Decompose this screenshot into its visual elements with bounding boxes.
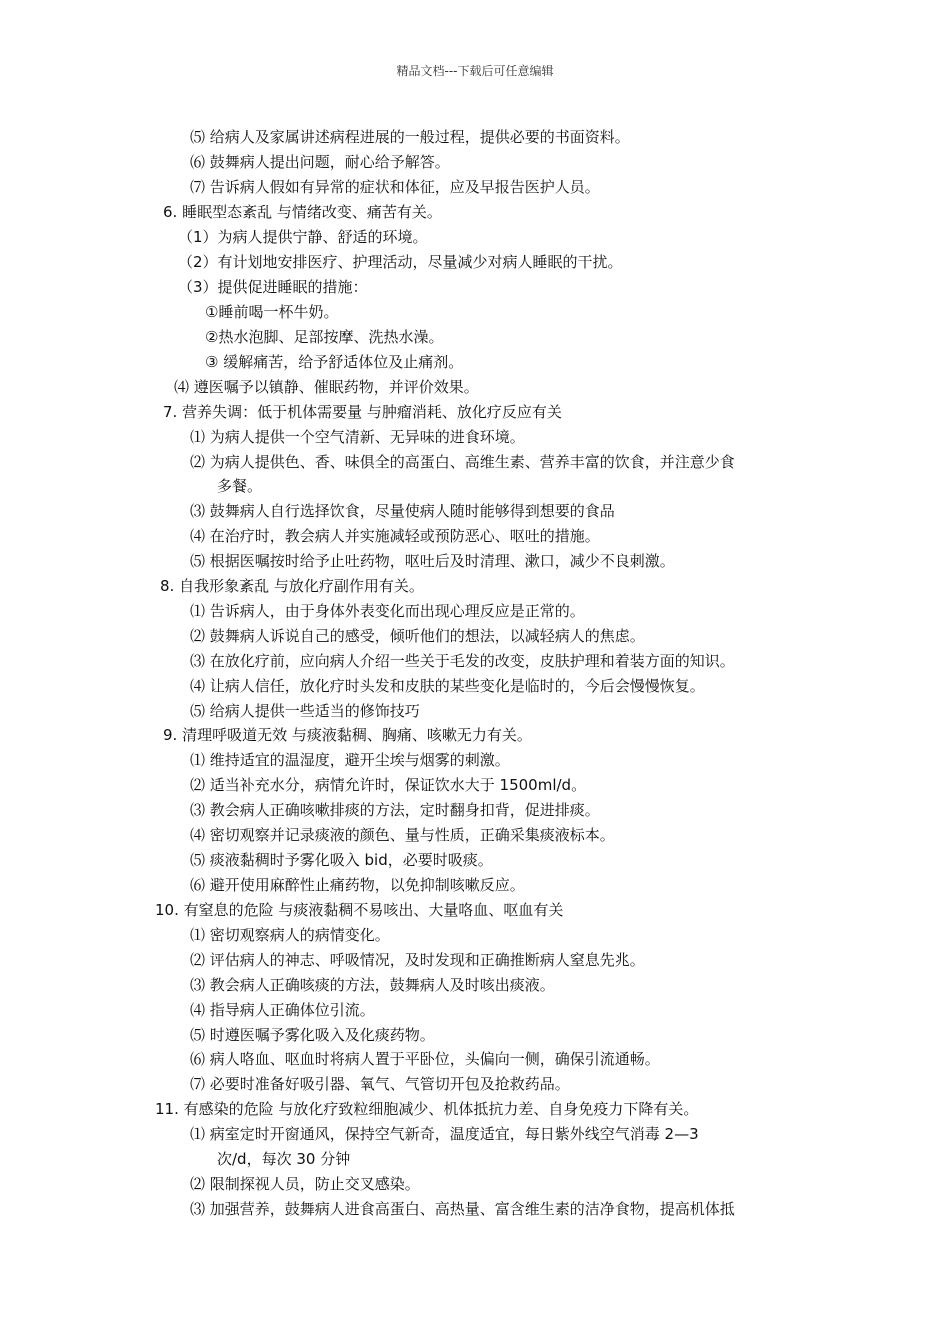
list-item: ⑵ 为病人提供色、香、味俱全的高蛋白、高维生素、营养丰富的饮食，并注意少食	[190, 453, 735, 471]
list-item: ⑹ 避开使用麻醉性止痛药物，以免抑制咳嗽反应。	[190, 876, 525, 894]
list-item: ⑵ 限制探视人员，防止交叉感染。	[190, 1175, 420, 1193]
list-item: （3）提供促进睡眠的措施：	[178, 278, 368, 296]
section-heading: 10. 有窒息的危险 与痰液黏稠不易咳出、大量咯血、呕血有关	[155, 901, 564, 919]
list-item: ⑶ 教会病人正确咳痰的方法，鼓舞病人及时咳出痰液。	[190, 976, 555, 994]
list-item: ⑷ 在治疗时，教会病人并实施减轻或预防恶心、呕吐的措施。	[190, 527, 600, 545]
list-item: ⑷ 密切观察并记录痰液的颜色、量与性质，正确采集痰液标本。	[190, 826, 615, 844]
list-item: （2）有计划地安排医疗、护理活动，尽量减少对病人睡眠的干扰。	[178, 253, 623, 271]
list-item: ⑺ 必要时准备好吸引器、氧气、气管切开包及抢救药品。	[190, 1075, 570, 1093]
section-heading: 11. 有感染的危险 与放化疗致粒细胞减少、机体抵抗力差、自身免疫力下降有关。	[155, 1100, 699, 1118]
section-heading: 9. 清理呼吸道无效 与痰液黏稠、胸痛、咳嗽无力有关。	[163, 726, 532, 744]
list-item: ⑹ 鼓舞病人提出问题，耐心给予解答。	[190, 153, 450, 171]
list-item-continuation: 次/d，每次 30 分钟	[217, 1150, 351, 1168]
page-header: 精品文档---下载后可任意编辑	[396, 64, 554, 78]
list-item: ⑸ 根据医嘱按时给予止吐药物，呕吐后及时清理、漱口，减少不良刺激。	[190, 552, 675, 570]
list-item: ⑷ 指导病人正确体位引流。	[190, 1001, 375, 1019]
list-item: ⑴ 病室定时开窗通风，保持空气新奇，温度适宜，每日紫外线空气消毒 2—3	[190, 1125, 699, 1143]
section-heading: 6. 睡眠型态紊乱 与情绪改变、痛苦有关。	[163, 203, 442, 221]
list-item: ⑶ 鼓舞病人自行选择饮食，尽量使病人随时能够得到想要的食品	[190, 502, 615, 520]
sub-list-item: ①睡前喝一杯牛奶。	[205, 303, 339, 321]
list-item: ⑷ 让病人信任，放化疗时头发和皮肤的某些变化是临时的，今后会慢慢恢复。	[190, 677, 705, 695]
list-item: ⑷ 遵医嘱予以镇静、催眠药物，并评价效果。	[174, 378, 479, 396]
section-heading: 8. 自我形象紊乱 与放化疗副作用有关。	[160, 577, 424, 595]
list-item: ⑸ 给病人及家属讲述病程进展的一般过程，提供必要的书面资料。	[190, 128, 630, 146]
list-item: ⑴ 为病人提供一个空气清新、无异味的进食环境。	[190, 428, 525, 446]
list-item: ⑶ 在放化疗前，应向病人介绍一些关于毛发的改变，皮肤护理和着装方面的知识。	[190, 652, 735, 670]
section-heading: 7. 营养失调：低于机体需要量 与肿瘤消耗、放化疗反应有关	[163, 403, 562, 421]
list-item: ⑴ 密切观察病人的病情变化。	[190, 926, 390, 944]
list-item: ⑶ 教会病人正确咳嗽排痰的方法，定时翻身扣背，促进排痰。	[190, 801, 600, 819]
list-item: ⑵ 鼓舞病人诉说自己的感受，倾听他们的想法，以减轻病人的焦虑。	[190, 627, 645, 645]
list-item: （1）为病人提供宁静、舒适的环境。	[178, 228, 428, 246]
list-item: ⑺ 告诉病人假如有异常的症状和体征，应及早报告医护人员。	[190, 178, 600, 196]
sub-list-item: ③ 缓解痛苦，给予舒适体位及止痛剂。	[205, 353, 464, 371]
list-item: ⑸ 痰液黏稠时予雾化吸入 bid，必要时吸痰。	[190, 851, 493, 869]
list-item-continuation: 多餐。	[217, 477, 263, 495]
list-item: ⑹ 病人咯血、呕血时将病人置于平卧位，头偏向一侧，确保引流通畅。	[190, 1050, 660, 1068]
list-item: ⑸ 给病人提供一些适当的修饰技巧	[190, 702, 420, 720]
sub-list-item: ②热水泡脚、足部按摩、洗热水澡。	[205, 328, 444, 346]
list-item: ⑴ 告诉病人，由于身体外表变化而出现心理反应是正常的。	[190, 602, 585, 620]
list-item: ⑶ 加强营养，鼓舞病人进食高蛋白、高热量、富含维生素的洁净食物，提高机体抵	[190, 1200, 735, 1218]
list-item: ⑵ 评估病人的神志、呼吸情况，及时发现和正确推断病人窒息先兆。	[190, 951, 645, 969]
list-item: ⑴ 维持适宜的温湿度，避开尘埃与烟雾的刺激。	[190, 751, 510, 769]
list-item: ⑸ 时遵医嘱予雾化吸入及化痰药物。	[190, 1026, 435, 1044]
list-item: ⑵ 适当补充水分，病情允许时，保证饮水大于 1500ml/d。	[190, 776, 587, 794]
